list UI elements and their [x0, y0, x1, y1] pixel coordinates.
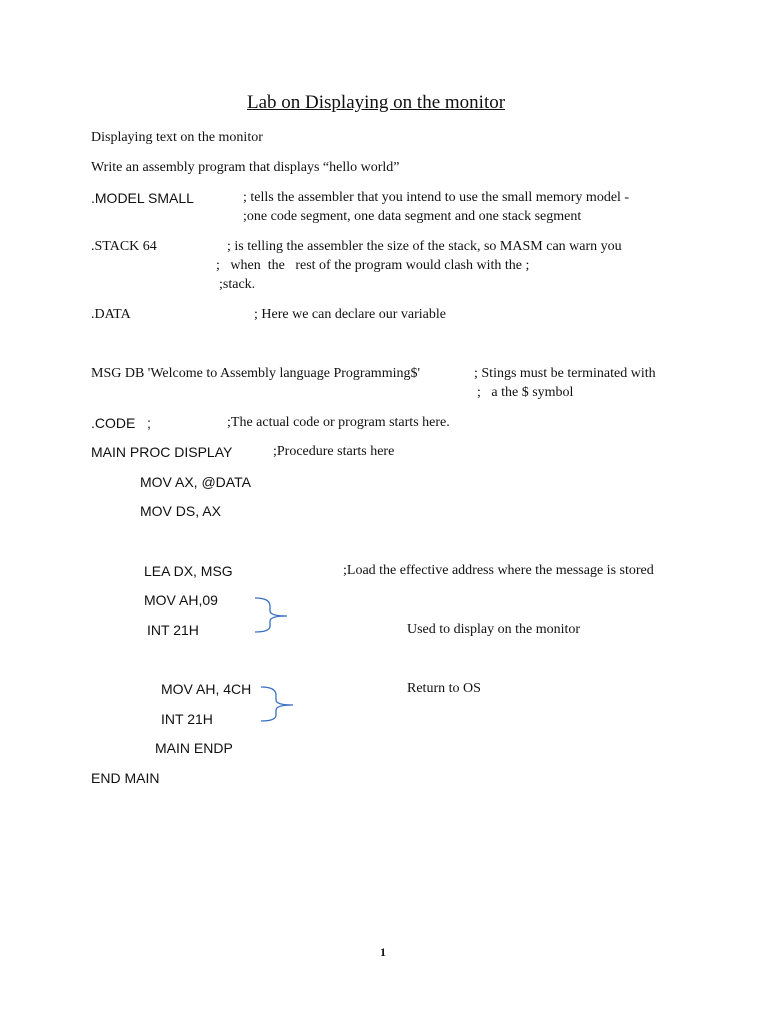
end-main-line: END MAIN: [91, 770, 160, 786]
brace-icon: [250, 596, 290, 634]
code-comment: ;The actual code or program starts here.: [227, 415, 450, 430]
data-directive: .DATA: [91, 307, 131, 322]
data-comment: ; Here we can declare our variable: [254, 307, 446, 322]
int-21h-line-1: INT 21H: [147, 622, 199, 638]
section-subtitle: Displaying text on the monitor: [91, 130, 263, 145]
model-comment-line-1: ; tells the assembler that you intend to use the small memory model -: [243, 190, 630, 205]
main-endp-line: MAIN ENDP: [155, 740, 233, 756]
page-title: Lab on Displaying on the monitor: [247, 92, 506, 113]
page-number: 1: [380, 945, 386, 959]
display-note: Used to display on the monitor: [407, 622, 581, 637]
msg-comment-line-1: ; Stings must be terminated with: [474, 366, 656, 381]
model-directive: .MODEL SMALL: [91, 190, 194, 206]
task-description: Write an assembly program that displays “hello world”: [91, 160, 400, 175]
main-proc-comment: ;Procedure starts here: [273, 444, 395, 459]
mov-ah-09-line: MOV AH,09: [144, 592, 218, 608]
msg-declaration: MSG DB 'Welcome to Assembly language Programming$': [91, 366, 420, 381]
main-proc-line: MAIN PROC DISPLAY: [91, 444, 233, 460]
mov-ax-data-line: MOV AX, @DATA: [140, 474, 251, 490]
mov-ah-4ch-line: MOV AH, 4CH: [161, 681, 252, 697]
model-comment-line-2: ;one code segment, one data segment and one stack segment: [243, 209, 582, 224]
stack-comment-line-1: ; is telling the assembler the size of the stack, so MASM can warn you: [227, 239, 622, 254]
stack-comment-line-2: ; when the rest of the program would clash with the ;: [216, 258, 530, 273]
brace-icon: [256, 685, 296, 723]
stack-comment-line-3: ;stack.: [219, 277, 256, 292]
mov-ds-ax-line: MOV DS, AX: [140, 503, 221, 519]
lea-comment: ;Load the effective address where the message is stored: [343, 563, 654, 578]
stack-directive: .STACK 64: [91, 239, 157, 254]
lea-line: LEA DX, MSG: [144, 563, 233, 579]
int-21h-line-2: INT 21H: [161, 711, 213, 727]
return-note: Return to OS: [407, 681, 481, 696]
code-directive: .CODE ;: [91, 415, 151, 431]
msg-comment-line-2: ; a the $ symbol: [477, 385, 574, 400]
